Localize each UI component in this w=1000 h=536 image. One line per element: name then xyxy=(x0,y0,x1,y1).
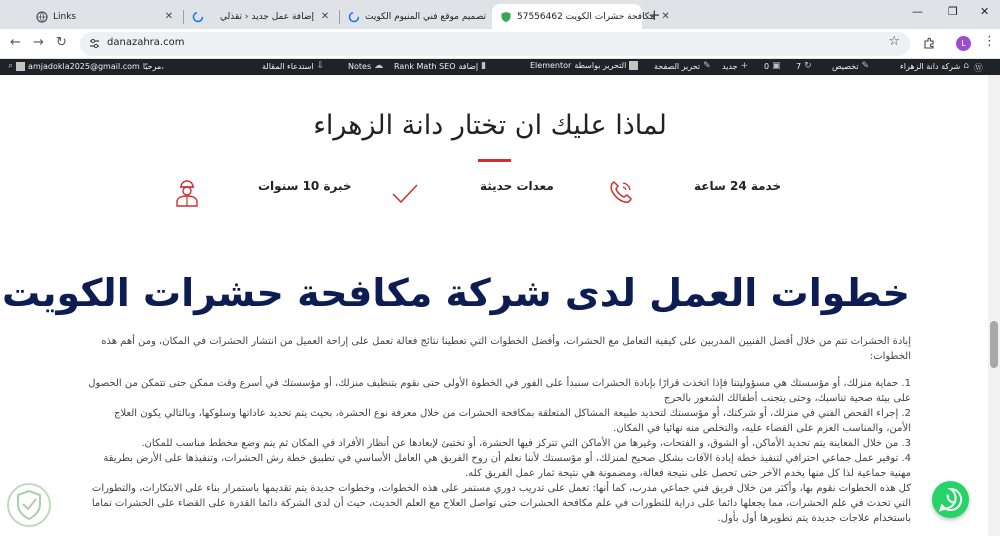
globe-icon xyxy=(36,11,48,23)
step-item-1: 1. حماية منزلك، أو مؤسستك هي مسؤوليتنا فإذا اتخذت قرارًا بإبادة الحشرات سنبدأ على الفور في الخطوة الأولى حتى نقوم بتنظيف منزلك، أو مؤسستك في أسرع وقت ممكن حتى تتمكن من الحصول على بيئة صحية تناسبك، وحتى يتجنب أطفالك الشعور بالحرج xyxy=(88,378,911,404)
notes-label: Notes xyxy=(348,61,372,71)
url-text[interactable]: danazahra.com xyxy=(107,37,185,48)
extensions-icon[interactable] xyxy=(922,36,936,50)
address-bar[interactable] xyxy=(80,32,910,56)
tab-label: تصميم موقع فني المنيوم الكويت xyxy=(365,11,487,22)
step-item-2: 2. إجراء الفحص الفني في منزلك، أو شركتك، أو مؤسستك لتحديد طبيعة المشاكل المتعلقة بمكافحة الحشرات من خلال معرفة نوع الحشرة، بحيث يتم تحديد عاداتها وسلوكها، وبالتالي يكون العلاج الأمن، والمناسب العزم على القضاء عليه، والتخلص منه نهائيا في المكان. xyxy=(114,408,911,434)
bookmark-star-icon[interactable]: ☆ xyxy=(888,34,900,49)
admin-account[interactable] xyxy=(8,61,164,71)
notes-icon: ☁ xyxy=(374,61,384,71)
step-item-3: 3. من خلال المعاينة يتم تحديد الأماكن، أو الشوق، و الفتحات، وغيرها من الأماكن التي تتركز فيها الحشرة، أو تختبئ لإبعادها عن أنظار الأفراد في المكان ثم يتم وضع مخطط مناسب للمكان. xyxy=(141,438,911,449)
whatsapp-icon xyxy=(932,481,969,518)
loading-icon xyxy=(192,11,204,23)
close-icon[interactable]: ✕ xyxy=(320,11,330,22)
steps-closing: كل هذه الخطوات نقوم بها، وأكثر من خلال فريق فني جماعي مدرب، كما أنها: تعمل على تدريب دوري مستمر على هذه الخطوات، وخطوات جديدة يتم تقديمها باستمرار بناء على الابتكارات، والتطورات التي تحدث في علم الحشرات، مما يجعلها دائما على دراية للتطورات في علم مكافحة الحشرات حتى تواصل العلاج مع العلم الحديث، حيث أن لدى الشركة دائما القدرة على القضاء على الحشرات تماما باستخدام علاجات جديدة يتم تطويرها أول بأول. xyxy=(91,483,911,524)
feature-experience: خبرة 10 سنوات xyxy=(258,179,352,193)
home-icon: ⌂ xyxy=(963,61,970,71)
reload-icon[interactable]: ↻ xyxy=(56,35,67,50)
tab-label: Links xyxy=(53,11,77,22)
steps-intro: إبادة الحشرات تتم من خلال أفضل الفنيين المدربين على كيفية التعامل مع الحشرات، وأفضل الخطوات التي تعطينا نتائج فعالة تعمل على إراحة العميل من انتشار الحشرات في المكان، ومن أهم هذه الخطوات: xyxy=(101,336,911,362)
check-icon xyxy=(390,182,420,206)
scrollbar-thumb[interactable] xyxy=(990,321,998,368)
shield-watermark-icon xyxy=(6,482,52,528)
tab-strip xyxy=(0,0,1000,29)
admin-notes[interactable] xyxy=(348,61,383,71)
brush-icon: ✎ xyxy=(861,61,870,71)
rank-math-add-label: إضافة xyxy=(458,61,479,71)
minimize-icon[interactable]: — xyxy=(912,5,923,18)
heading-divider xyxy=(478,159,511,162)
tab-aluminium[interactable] xyxy=(340,4,492,29)
admin-rank-math[interactable] xyxy=(394,61,486,71)
plus-icon: + xyxy=(740,61,749,71)
new-label: جديد xyxy=(722,61,738,71)
edit-with-label: التحرير بواسطة xyxy=(574,61,627,70)
phone-icon xyxy=(607,178,635,206)
updates-icon: ↻ xyxy=(804,61,812,71)
tab-links[interactable] xyxy=(28,4,183,29)
comment-icon: ▣ xyxy=(772,61,781,71)
tab-pest-control[interactable] xyxy=(492,4,670,29)
menu-kebab-icon[interactable]: ⋮ xyxy=(983,34,996,49)
admin-article-summon[interactable] xyxy=(262,61,324,71)
back-arrow-icon[interactable]: ← xyxy=(10,35,21,50)
site-settings-icon[interactable] xyxy=(88,37,101,50)
tab-add-work[interactable] xyxy=(184,4,339,29)
admin-comments[interactable] xyxy=(764,61,781,71)
loading-icon xyxy=(348,11,360,23)
greeting-label: مرحبًا، xyxy=(142,61,164,71)
close-window-icon[interactable]: ✕ xyxy=(980,5,990,18)
close-icon[interactable]: ✕ xyxy=(164,11,174,22)
worker-icon xyxy=(173,178,201,208)
edit-page-label: تحرير الصفحة xyxy=(654,61,701,71)
tab-label: إضافة عمل جديد ‹ تقذلي xyxy=(220,11,314,22)
admin-site-name[interactable] xyxy=(900,61,969,71)
admin-edit-page[interactable] xyxy=(654,61,711,71)
profile-avatar[interactable]: L xyxy=(956,36,971,51)
elementor-label: Elementor xyxy=(530,61,572,70)
forward-arrow-icon[interactable]: → xyxy=(33,35,44,50)
site-name-label: شركة دانة الزهراء xyxy=(900,61,961,71)
chart-icon: ▮ xyxy=(481,61,487,71)
elementor-icon xyxy=(629,61,638,70)
feature-equipment: معدات حديثة xyxy=(480,179,554,193)
wordpress-logo-icon[interactable]: Ⓦ xyxy=(974,64,984,74)
steps-heading: خطوات العمل لدى شركة مكافحة حشرات الكويت xyxy=(2,271,910,315)
admin-customize[interactable] xyxy=(832,61,869,71)
user-avatar xyxy=(16,62,25,71)
admin-edit-elementor[interactable] xyxy=(530,61,638,70)
admin-updates[interactable] xyxy=(796,61,812,71)
step-item-4: 4. توفير عمل جماعي احترافي لتنفيذ خطة إبادة الآفات بشكل صحيح لمنزلك، أو مؤسستك لأننا نعلم أن روح الفريق هي العامل الأساسي في تطبيق خطة رش الحشرات، وتنفيذها على الأرض بطريقة مهنية جماعية لذا كل منها يخدم الآخر حتى تحصل على نتيجة فعالة، ومضمونة هي نتيجة ثمار عمل الفريق كله. xyxy=(103,453,911,479)
maximize-icon[interactable]: ❐ xyxy=(948,5,958,18)
customize-label: تخصيص xyxy=(832,61,859,71)
user-email: amjadokla2025@gmail.com xyxy=(28,61,140,71)
import-icon: ⇩ xyxy=(316,61,325,71)
rank-math-label: Rank Math SEO xyxy=(394,61,456,71)
page-scrollbar[interactable] xyxy=(988,75,1000,536)
address-row xyxy=(0,29,1000,59)
tab-label: مكافحة حشرات الكويت 57556462 xyxy=(517,11,655,22)
comments-count: 0 xyxy=(764,61,770,71)
whatsapp-button[interactable] xyxy=(932,481,969,518)
admin-new[interactable] xyxy=(722,61,748,71)
updates-count: 7 xyxy=(796,61,802,71)
feature-24h: خدمة 24 ساعة xyxy=(694,179,782,193)
search-icon[interactable]: ⌕ xyxy=(8,61,14,71)
why-heading: لماذا عليك ان تختار دانة الزهراء xyxy=(313,110,667,141)
close-icon[interactable]: ✕ xyxy=(661,11,670,22)
shield-icon xyxy=(500,11,512,23)
article-summon-label: استدعاء المقالة xyxy=(262,61,314,71)
wp-admin-bar xyxy=(0,59,1000,75)
pencil-icon: ✎ xyxy=(703,61,711,71)
new-tab-button[interactable]: + xyxy=(648,6,661,24)
page-content xyxy=(0,75,988,536)
